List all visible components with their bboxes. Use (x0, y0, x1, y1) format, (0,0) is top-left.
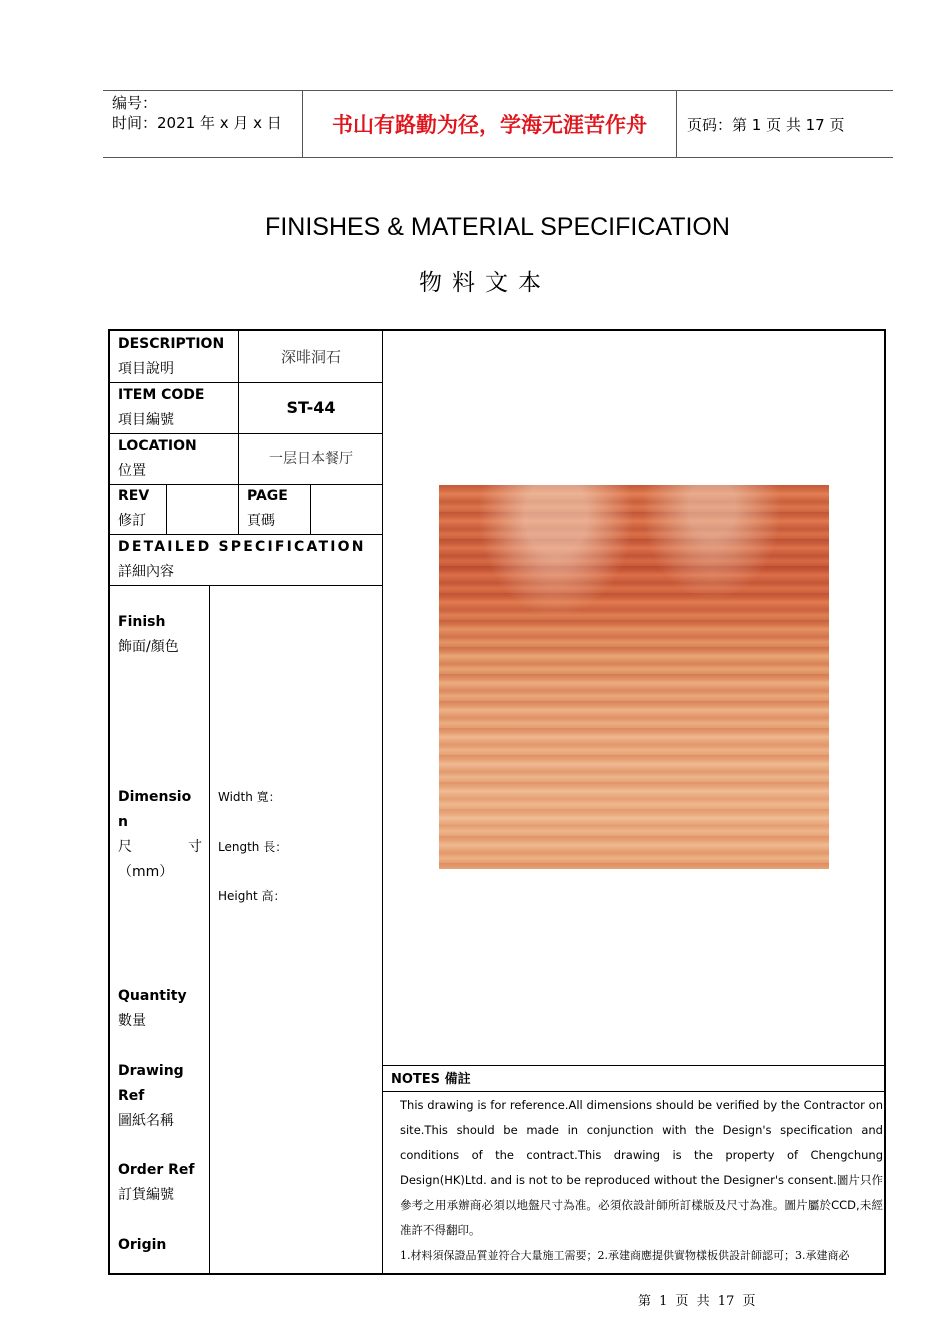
material-sample-image (439, 485, 829, 869)
location-label-en: LOCATION (118, 438, 197, 454)
location-value: 一层日本餐厅 (269, 451, 353, 467)
dimension-label-en-b: n (118, 814, 128, 830)
document-header (103, 90, 893, 158)
header-motto: 书山有路勤为径，学海无涯苦作舟 (303, 91, 677, 157)
drawing-ref-label-en-b: Ref (118, 1088, 145, 1104)
height-field: Height 高： (218, 889, 286, 903)
item-code-label-cn: 項目編號 (118, 412, 174, 428)
drawing-ref-label-cn: 圖紙名稱 (118, 1113, 174, 1129)
page-label-en: PAGE (247, 488, 288, 504)
spec-sheet (108, 329, 886, 1275)
notes-text: This drawing is for reference.All dimensions should be verified by the Contractor on site.This should be made in conjunction with the Design's specification and conditions of the contract.This drawing is the property of Chengchung Design(HK)Ltd. and is not to be reproduced without the Designer's consent.圖片只作參考之用承辦商必須以地盤尺寸為准。必須依設計師所訂樣版及尺寸為准。圖片屬於CCD,未經准許不得翻印。 (400, 1098, 883, 1237)
page-label-cn: 頁碼 (247, 513, 275, 529)
header-meta (103, 91, 303, 157)
page-footer: 第 1 页 共 17 页 (638, 1294, 756, 1309)
location-label (118, 434, 197, 484)
quantity-label-cn: 數量 (118, 1013, 146, 1029)
divider-notes-top (382, 1065, 884, 1066)
width-field: Width 寬： (218, 790, 281, 804)
description-label (118, 332, 224, 382)
dimension-label-cn (118, 835, 202, 860)
detailed-spec-label (118, 535, 366, 585)
divider-rev (166, 484, 167, 534)
order-ref-label-cn: 訂貨編號 (118, 1187, 174, 1203)
description-value: 深啡洞石 (280, 348, 341, 366)
time-label: 时间：2021 年 x 月 x 日 (112, 114, 282, 132)
page-label (247, 484, 288, 534)
order-ref-label (118, 1158, 194, 1208)
dimension-label (118, 785, 202, 885)
dimension-label-cn-b: 寸 (188, 839, 202, 855)
divider-vertical-main (382, 331, 383, 1273)
notes-extra: 1.材料須保證品質並符合大量施工需要；2.承建商應提供實物樣板供設計師認可；3.承建商必 (400, 1249, 850, 1262)
quantity-label (118, 984, 187, 1034)
header-page-info: 页码：第 1 页 共 17 页 (687, 115, 845, 134)
divider-row-5 (110, 585, 383, 586)
order-ref-label-en: Order Ref (118, 1162, 195, 1178)
item-code-label (118, 383, 205, 433)
dimension-label-cn-a: 尺 (118, 839, 132, 855)
rev-label-en: REV (118, 488, 150, 504)
quantity-label-en: Quantity (118, 988, 187, 1004)
divider-vertical-lower (209, 585, 210, 1273)
location-label-cn: 位置 (118, 463, 146, 479)
drawing-ref-label (118, 1059, 184, 1134)
description-label-cn: 項目說明 (118, 361, 174, 377)
finish-label-en: Finish (118, 614, 166, 630)
rev-label (118, 484, 149, 534)
number-label: 编号： (112, 94, 158, 112)
finish-label (118, 610, 179, 660)
dimension-label-en-a: Dimensio (118, 789, 192, 805)
description-label-en: DESCRIPTION (118, 336, 225, 352)
divider-page (310, 484, 311, 534)
length-field: Length 長： (218, 840, 288, 854)
rev-label-cn: 修訂 (118, 513, 146, 529)
page-subtitle: 物料文本 (419, 270, 551, 296)
detailed-spec-label-en: DETAILED SPECIFICATION (118, 539, 366, 555)
dimension-unit: （mm） (118, 864, 174, 880)
notes-body (391, 1093, 892, 1268)
notes-heading: NOTES 備註 (391, 1072, 471, 1087)
item-code-label-en: ITEM CODE (118, 387, 205, 403)
item-code-value: ST-44 (286, 398, 336, 417)
detailed-spec-label-cn: 詳細內容 (118, 564, 174, 580)
page-title: FINISHES & MATERIAL SPECIFICATION (265, 213, 730, 241)
drawing-ref-label-en-a: Drawing (118, 1063, 184, 1079)
origin-label-en: Origin (118, 1237, 167, 1253)
finish-label-cn: 飾面/顏色 (118, 639, 179, 655)
origin-label (118, 1233, 166, 1258)
